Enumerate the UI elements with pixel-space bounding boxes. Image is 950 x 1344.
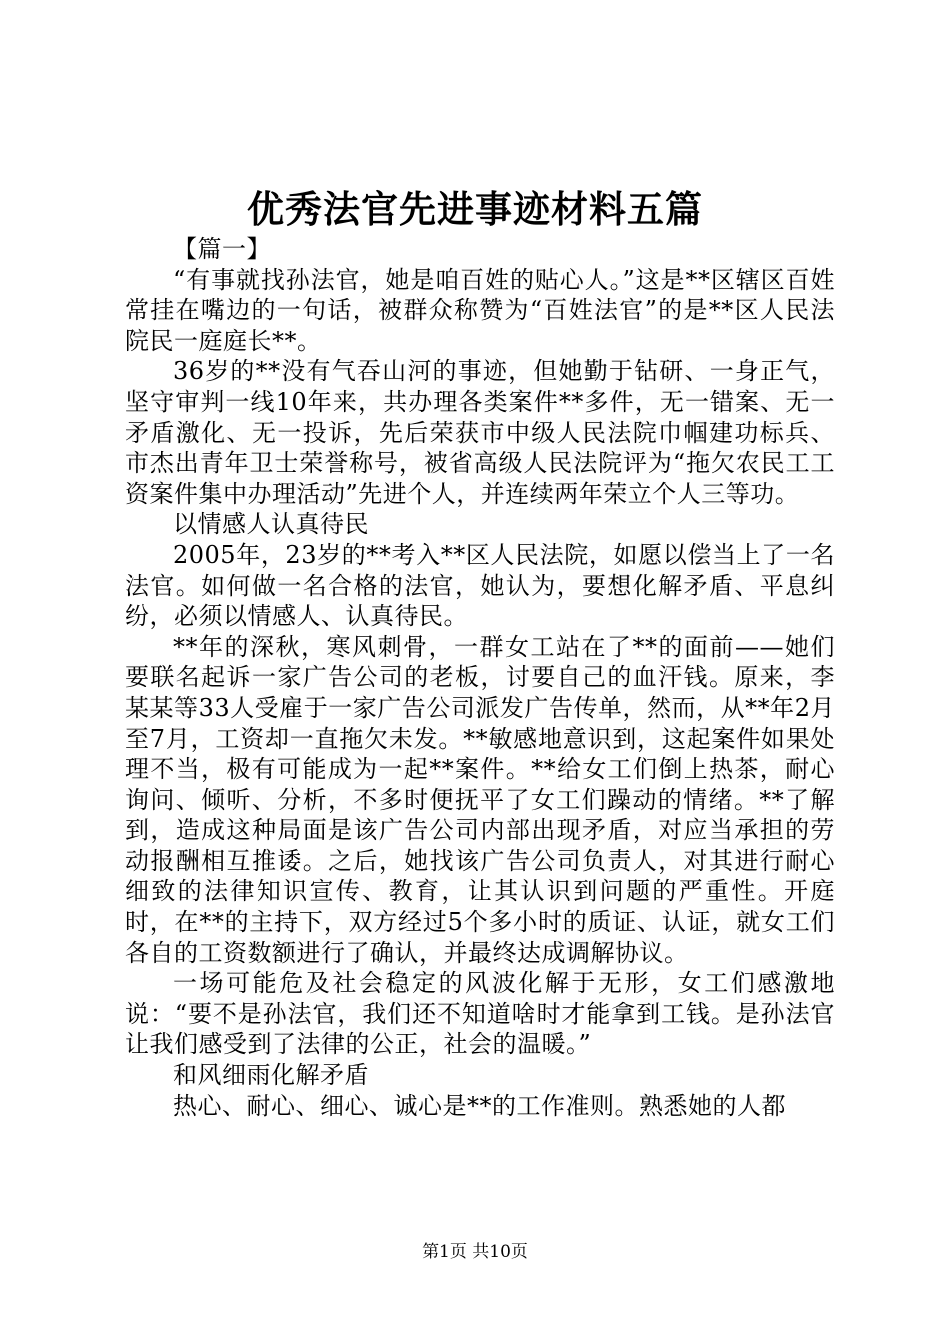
paragraph: “有事就找孙法官，她是咱百姓的贴心人。”这是**区辖区百姓常挂在嘴边的一句话，被群众称赞为“百姓法官”的是**区人民法院民一庭庭长**。 — [125, 265, 835, 355]
paragraph: 2005年，23岁的**考入**区人民法院，如愿以偿当上了一名法官。如何做一名合格的法官，她认为，要想化解矛盾、平息纠纷，必须以情感人、认真待民。 — [125, 540, 835, 631]
paragraph: 一场可能危及社会稳定的风波化解于无形，女工们感激地说：“要不是孙法官，我们还不知道啥时才能拿到工钱。是孙法官让我们感受到了法律的公正，社会的温暖。” — [125, 969, 835, 1059]
paragraph: 热心、耐心、细心、诚心是**的工作准则。熟悉她的人都 — [173, 1091, 786, 1120]
document-body — [125, 234, 835, 1121]
section-label: 【篇一】 — [173, 235, 271, 263]
subheading: 和风细雨化解矛盾 — [173, 1061, 369, 1090]
document-title: 优秀法官先进事迹材料五篇 — [247, 187, 703, 231]
subheading: 以情感人认真待民 — [173, 510, 369, 539]
paragraph: **年的深秋，寒风刺骨，一群女工站在了**的面前——她们要联名起诉一家广告公司的老板，讨要自己的血汗钱。原来，李某某等33人受雇于一家广告公司派发广告传单，然而，从**年2月至7月，工资却一直拖欠未发。**敏感地意识到，这起案件如果处理不当，极有可能成为一起**案件。**给女工们倒上热茶，耐心询问、倾听、分析，不多时便抚平了女工们躁动的情绪。**了解到，造成这种局面是该广告公司内部出现矛盾，对应当承担的劳动报酬相互推诿。之后，她找该广告公司负责人，对其进行耐心细致的法律知识宣传、教育，让其认识到问题的严重性。开庭时，在**的主持下，双方经过5个多小时的质证、认证，就女工们各自的工资数额进行了确认，并最终达成调解协议。 — [125, 632, 835, 967]
page-footer: 第1页 共10页 — [422, 1242, 528, 1262]
paragraph: 36岁的**没有气吞山河的事迹，但她勤于钻研、一身正气，坚守审判一线10年来，共办理各类案件**多件，无一错案、无一矛盾激化、无一投诉，先后荣获市中级人民法院巾帼建功标兵、市杰出青年卫士荣誉称号，被省高级人民法院评为“拖欠农民工工资案件集中办理活动”先进个人，并连续两年荣立个人三等功。 — [125, 357, 835, 508]
